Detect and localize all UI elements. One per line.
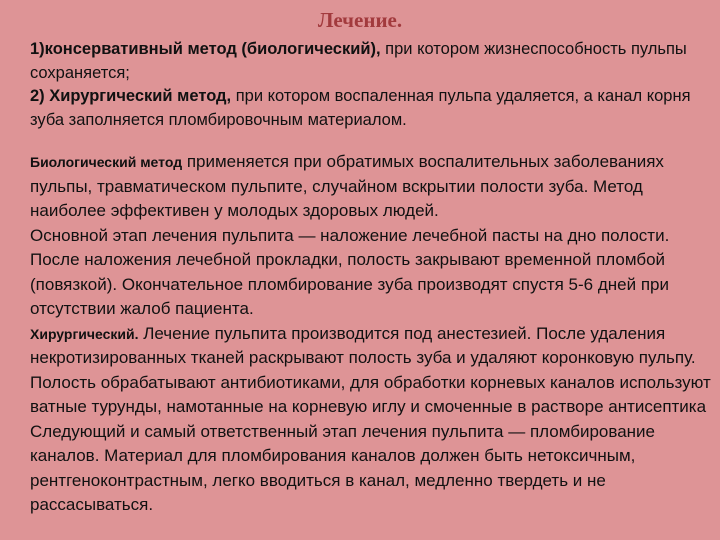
bio-stage-paragraph: Основной этап лечения пульпита — наложение лечебной пасты на дно полости. После наложения лечебной прокладки, полость закрывают временной пломбой (повязкой). Окончательное пломбирование зуба производят спустя 5-6 дней при отсутствии жалоб пациента. [30,225,670,318]
methods-list [30,38,710,132]
bio-label: Биологический метод [30,154,183,170]
surgical-stage-paragraph: Следующий и самый ответственный этап лечения пульпита — пломбирование каналов. Материал для пломбирования каналов должен быть нетоксичным, рентгеноконтрастным, легко вводиться в канал, медленно твердеть и не рассасываться. [30,421,655,514]
slide-title: Лечение. [317,8,403,32]
method-surgical [30,85,710,132]
methods-description [30,150,714,518]
method-label: 2) Хирургический метод, [30,87,232,105]
surgical-paragraph [30,322,714,420]
bio-text: применяется при обратимых воспалительных заболеваниях пульпы, травматическом пульпите, случайном вскрытии полости зуба. Метод наиболее эффективен у молодых здоровых людей. [30,152,664,220]
method-conservative [30,38,710,85]
surgical-text: Лечение пульпита производится под анестезией. После удаления некротизированных тканей раскрывают полость зуба и удаляют коронковую пульпу. Полость обрабатывают антибиотиками, для обработки корневых каналов используют ватные турунды, намотанные на корневую иглу и смоченные в растворе антисептика [30,323,711,416]
method-label: 1)консервативный метод (биологический), [30,40,381,58]
method-text: при котором жизнеспособность пульпы сохраняется; [30,40,687,82]
method-text: при котором воспаленная пульпа удаляется, а канал корня зуба заполняется пломбировочным материалом. [30,87,691,129]
bio-paragraph [30,150,714,224]
surgical-label: Хирургический. [30,325,139,342]
